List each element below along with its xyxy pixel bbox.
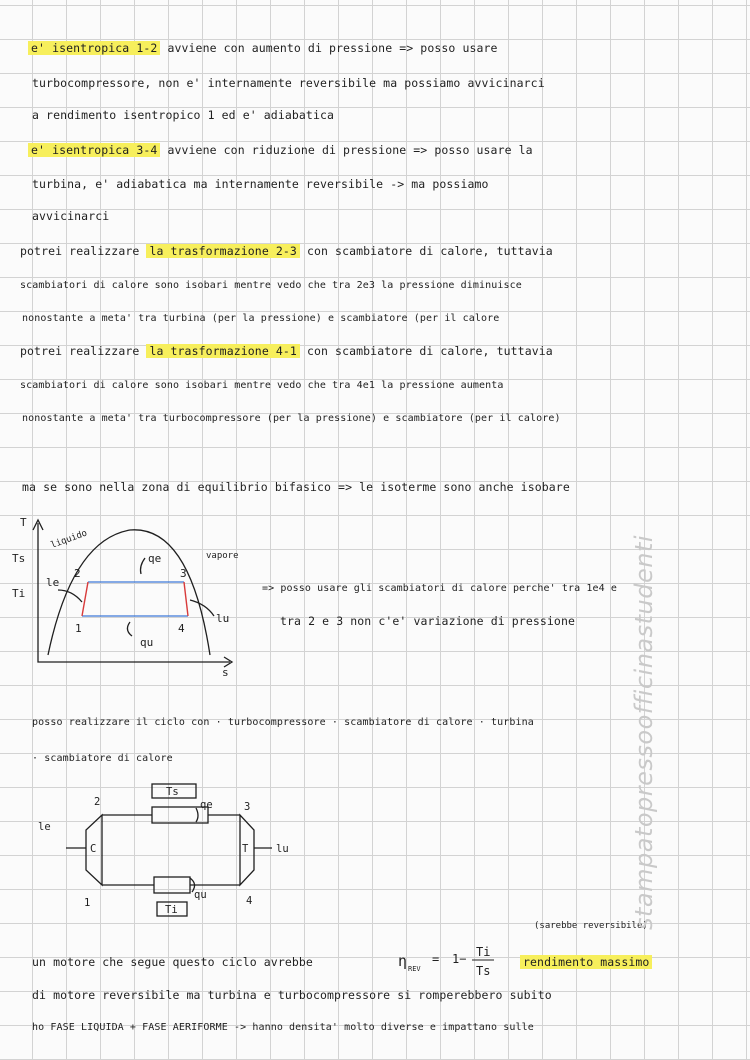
cycle-qe: qe [200, 799, 213, 811]
note-line-15: tra 2 e 3 non c'e' variazione di pressione [280, 614, 575, 628]
highlight: e' isentropica 1-2 [28, 41, 160, 55]
note-line-20: ho FASE LIQUIDA + FASE AERIFORME -> hanno densita' molto diverse e impattano sulle [32, 1022, 534, 1033]
ts-region-left: liquido [49, 528, 89, 551]
note-line-17: · scambiatore di calore [32, 753, 173, 764]
ts-point-2: 2 [74, 567, 81, 580]
note-line-11: scambiatori di calore sono isobari mentre vedo che tra 4e1 la pressione aumenta [20, 380, 504, 391]
turbine-label: T [242, 843, 249, 855]
ts-axis-x: s [222, 666, 229, 679]
note-line-13: ma se sono nella zona di equilibrio bifasico => le isoterme sono anche isobare [22, 480, 570, 494]
ts-point-4: 4 [178, 622, 185, 635]
ts-axis-y: T [20, 516, 27, 529]
note-line-6: avvicinarci [32, 209, 110, 223]
cycle-note: (sarebbe reversibile) [534, 921, 648, 931]
note-line-4: e' isentropica 3-4 avviene con riduzione di pressione => posso usare la [28, 142, 533, 158]
compression-1-2 [82, 582, 88, 616]
cycle-qu: qu [194, 889, 207, 901]
cycle-hot-label: Ts [166, 786, 179, 798]
note-line-19: di motore reversibile ma turbina e turbocompressore si romperebbero subito [32, 988, 552, 1002]
ts-labels [12, 516, 239, 679]
note-line-16: posso realizzare il ciclo con · turbocompressore · scambiatore di calore · turbina [32, 717, 534, 728]
note-line-2: turbocompressore, non e' internamente reversibile ma possiamo avvicinarci [32, 76, 545, 90]
ts-lu: lu [216, 612, 230, 625]
le-arrow [58, 590, 82, 602]
cycle-point-2: 2 [94, 796, 101, 808]
cycle-le: le [38, 821, 51, 833]
formula-num: Ti [476, 945, 491, 959]
note-line-12: nonostante a meta' tra turbocompressore (per la pressione) e scambiatore (per il calore) [22, 413, 561, 424]
cycle-cold-label: Ti [165, 904, 178, 916]
ts-point-1: 1 [75, 622, 82, 635]
cycle-point-3: 3 [244, 801, 251, 813]
note-line-7: potrei realizzare la trasformazione 2-3 con scambiatore di calore, tuttavia [20, 244, 553, 258]
note-line-14: => posso usare gli scambiatori di calore perche' tra 1e4 e [262, 583, 617, 594]
note-line-18: un motore che segue questo ciclo avrebbe [32, 955, 313, 969]
qe-arrow-cycle [196, 808, 198, 822]
cycle-point-4: 4 [246, 895, 253, 907]
highlight: la trasformazione 4-1 [146, 344, 300, 358]
efficiency-formula [398, 945, 494, 978]
formula-den: Ts [476, 964, 491, 978]
watermark: stampatopressoofficinastudenti [630, 534, 658, 930]
ts-qe: qe [148, 552, 162, 565]
qu-arrow [127, 622, 132, 636]
ts-qu: qu [140, 636, 154, 649]
ts-le: le [46, 576, 60, 589]
note-line-9: nonostante a meta' tra turbina (per la pressione) e scambiatore (per il calore [22, 313, 500, 324]
ts-level-ts: Ts [12, 552, 26, 565]
ts-level-ti: Ti [12, 587, 26, 600]
formula-one: 1− [452, 952, 467, 966]
note-line-5: turbina, e' adiabatica ma internamente reversibile -> ma possiamo [32, 177, 489, 191]
highlight: la trasformazione 2-3 [146, 244, 300, 258]
cycle-labels [38, 786, 648, 931]
formula-sub: REV [408, 965, 421, 973]
ts-region-right: vapore [206, 551, 239, 561]
ts-point-3: 3 [180, 567, 187, 580]
note-line-1: e' isentropica 1-2 avviene con aumento di pressione => posso usare [28, 40, 498, 56]
formula-eq: = [432, 952, 440, 966]
cycle-lu: lu [276, 843, 289, 855]
expansion-3-4 [184, 582, 188, 616]
qe-arrow [141, 558, 146, 574]
note-line-3: a rendimento isentropico 1 ed e' adiabatica [32, 108, 335, 122]
highlight: rendimento massimo [520, 955, 652, 969]
formula-eta: η [398, 952, 408, 970]
highlight: e' isentropica 3-4 [28, 143, 160, 157]
compressor-label: C [90, 843, 97, 855]
cold-exchanger [154, 877, 190, 893]
cycle-point-1: 1 [84, 897, 91, 909]
note-line-8: scambiatori di calore sono isobari mentre vedo che tra 2e3 la pressione diminuisce [20, 280, 522, 291]
note-line-10: potrei realizzare la trasformazione 4-1 con scambiatore di calore, tuttavia [20, 344, 553, 358]
